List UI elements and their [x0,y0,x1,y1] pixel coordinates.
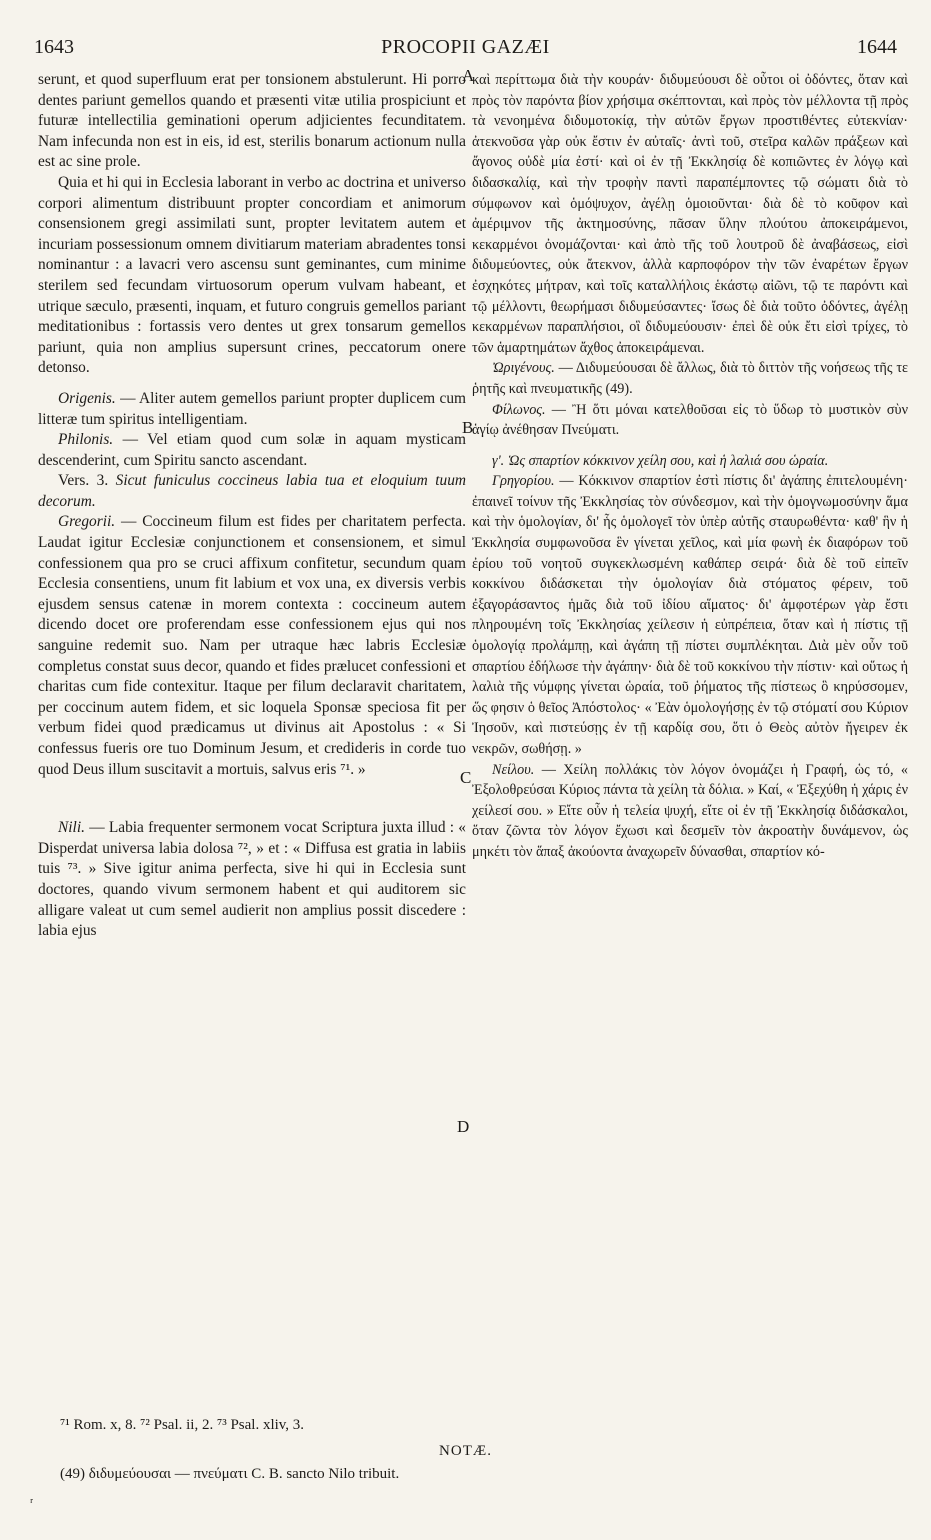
footnotes: ⁷¹ Rom. x, 8. ⁷² Psal. ii, 2. ⁷³ Psal. xliv, 3. [60,1417,305,1433]
page-number-left: 1643 [34,36,74,58]
greek-philonis-label: Φίλωνος. [492,401,546,418]
greek-origenis-text: — Διδυμεύουσαι δὲ ἄλλως, διὰ τὸ διττὸν τῆς νοήσεως τῆς τε ῥητῆς καὶ πνευματικῆς (49). [472,360,908,397]
running-title: PROCOPII GAZÆI [381,36,550,58]
origenis-label: Origenis. [58,389,116,407]
greek-column [472,70,908,863]
origenis-text: — Aliter autem gemellos pariunt propter duplicem cum litteræ tum spiritus intelligentiam. [38,389,466,428]
latin-paragraph-1: serunt, et quod superfluum erat per tonsionem abstulerunt. Hi porro dentes pariunt gemellos quando et præsenti vitæ utilia prospiciunt et futuræ intellectilia geminationi operum adjicientes fecunditatem. Nam infecunda non est in eis, id est, sterilis bonarum actionum nulla est ac sine prole. [38,71,466,171]
latin-origenis [38,389,466,430]
greek-origenis [472,358,908,399]
section-mark-c: C [460,768,472,787]
latin-verse [38,471,466,512]
margin-glyph: ʳ [30,1496,34,1511]
nili-label: Nili. [58,819,85,837]
section-mark-b: B [462,418,474,437]
greek-gregorii [472,471,908,759]
greek-nili-text: — Χείλη πολλάκις τὸν λόγον ὀνομάζει ἡ Γραφή, ὡς τό, « Ἐξολοθρεύσαι Κύριος πάντα τὰ χείλη τὰ δόλια. » Καί, « Ἐξεχύθη ἡ χάρις ἐν χείλεσί σου. » Εἴτε οὖν ἡ τελεία ψυχή, εἴτε οἱ ἐν τῇ Ἐκκλησίᾳ διδάσκαλοι, ὅταν ζῶντα τὸν λόγον ἔχωσι καὶ δεσμεῖν τὸν ἀκροατὴν δυνάμενον, ὡς μηκέτι τὸν ἅπαξ ἀκούοντα ἀναχωρεῖν δύνασθαι, σπαρτίον κό- [472,761,908,860]
note-49: (49) διδυμεύουσαι — πνεύματι C. B. sancto Nilo tribuit. [60,1466,400,1482]
greek-nili [472,760,908,863]
latin-column [38,70,466,942]
verse-label: Vers. 3. [58,472,109,490]
section-mark-a: A [462,66,475,85]
philonis-label: Philonis. [58,431,114,449]
latin-nili [38,818,466,942]
running-header [34,36,897,62]
gregorii-label: Gregorii. [58,513,116,531]
greek-gregorii-label: Γρηγορίου. [492,473,555,490]
nili-text: — Labia frequenter sermonem vocat Scriptura juxta illud : « Disperdat universa labia dolosa ⁷², » et : « Diffusa est gratia in labiis tuis ⁷³. » Sive igitur anima perfecta, sive hi qui in Ecclesia sunt doctores, quando vivum sermonem habent et qui auditorem sic alligare valeat ut cum semel audierit non amplius possit discedere : labia ejus [38,819,466,940]
greek-origenis-label: Ὠριγένους. [492,360,555,377]
latin-paragraph-2: Quia et hi qui in Ecclesia laborant in verbo ac doctrina et universo corpori alimentum distribuunt propter concordiam et animorum consensionem gregi assimilati sunt, propter levitatem autem et incuriam possessionum omnem divitiarum materiam abradentes tonsi nominantur : a lavacri vero ascensu sunt geminantes, cum minime sterilem sed fecundam virtuosorum operum vulvam habeant, et utrique sæculo, præsenti, inquam, et futuro congruis gemellos pariant meditationibus : fortassis vero dentes ut grex tonsarum gemellos pariunt, quia non amplius supersunt crines, peccatorum onere detonso. [38,173,466,377]
latin-philonis [38,430,466,471]
greek-gregorii-text: — Κόκκινον σπαρτίον ἐστὶ πίστις δι' ἀγάπης ἐπιτελουμένη· ἐπαινεῖ τοίνυν τῆς Ἐκκλησίας τὸν σύνδεσμον, καὶ τὴν ὁμογνωμοσύνην ἅμα καὶ τὴν ὁμολογίαν, δι' ἧς ὁμολογεῖ τὸν ὑπὲρ αὐτῆς σταυρωθέντα· καθ' ἣν ἡ Ἐκκλησία συμφωνοῦσα ἓν γίνεται χεῖλος, καὶ μία φωνὴ ἐκ διαφόρων τοῦ ἐρίου τοῦ νοητοῦ συγκεκλωσμένη καθάπερ σειρά· διὰ δὲ τοῦ εἰπεῖν κοκκίνου διδάσκεται τὴν ὁμολογίαν διὰ στόματος φέρειν, τοῦ ἐξαγοράσαντος ἡμᾶς διὰ τοῦ ἰδίου αἵματος· δι' ἀμφοτέρων γὰρ ἔστι πληρουμένη τοῖς Ἐκκλησίας χείλεσιν ἡ εὐπρέπεια, ὅταν καὶ ἡ πίστις τῇ ὁμολογίᾳ προλάμπῃ, καὶ ἀγάπη τῇ πίστει συμπλέκηται. Διὰ μὲν οὖν τοῦ σπαρτίου ἐδήλωσε τὴν ἀγάπην· διὰ δὲ τοῦ κοκκίνου τὴν πίστιν· καὶ οὕτως ἡ λαλιὰ τῆς νύμφης γίνεται ὡραία, τοῦ ῥήματος τῆς πίστεως ὃ κηρύσσομεν, ὥς φησιν ὁ θεῖος Ἀπόστολος· « Ἐὰν ὁμολογήσῃς ἐν τῷ στόματί σου Κύριον Ἰησοῦν, καὶ πιστεύσῃς ἐν τῇ καρδίᾳ σου, ὅτι ὁ Θεὸς αὐτὸν ἤγειρεν ἐκ νεκρῶν, σωθήσῃ. » [472,473,908,757]
greek-philonis-text: — Ἢ ὅτι μόναι κατελθοῦσαι εἰς τὸ ὕδωρ τὸ μυστικὸν σὺν ἁγίῳ ἀνέθησαν Πνεύματι. [472,401,908,439]
greek-paragraph-1: καὶ περίττωμα διὰ τὴν κουράν· διδυμεύουσι δὲ οὗτοι οἱ ὀδόντες, ὅταν καὶ πρὸς τὸν παρόντα βίον χρήσιμα σκέπτονται, καὶ πρὸς τὸν μέλλοντα τῇ πρὸς τὰ νενοημένα διδυμοτοκίᾳ, τὴν αὐτῶν ἔργων προστιθέντες εὐτεκνίαν· ἀτεκνοῦσα γὰρ οὐκ ἔστιν ἐν αὐταῖς· ἀντὶ τοῦ, στεῖρα καλῶν πράξεων καὶ ἄγονος οὐδὲ μία ἐστί· καὶ οἱ ἐν τῇ Ἐκκλησίᾳ δὲ κοπιῶντες ἐν λόγῳ καὶ διδασκαλίᾳ, καὶ τὴν τροφὴν παντὶ παραπέμποντες τῷ σώματι διὰ τὸ σύμφωνον καὶ ὁμόψυχον, ἀγέλῃ ὁμοιοῦνται· διὰ δὲ τὸ κοῦφον καὶ ἀμέριμνον τῆς ἀκτημοσύνης, πᾶσαν ὕλην πλούτου ἀποκειράμενοι, κεκαρμένοι ὀνομάζονται· καὶ ἀπὸ τῆς τοῦ λουτροῦ δὲ ἀναβάσεως, εἰσὶ διδυμεύοντες, οὐκ ἄτεκνον, ἀλλὰ καρποφόρον τὴν τῶν ἐναρέτων ἔργων ἐσχηκότες μήτραν, καὶ τοῖς καταλλήλοις ἑκάστῳ αἰῶνι, τῷ τε παρόντι καὶ τῷ μέλλοντι, θεωρήμασι διδυμεύσαντες· ἴσως δὲ διὰ τοῦτο ὀδόντες, ἀγέλῃ κεκαρμένων παραπλήσιοι, οἳ διδυμεύουσιν· ἐπεὶ δὲ οὐκ ἔτι εἰσὶ τρίχες, τὸ τῶν ἁμαρτημάτων ἄχθος ἀποκειράμεναι. [472,72,908,356]
section-mark-d: D [457,1117,470,1136]
greek-nili-label: Νείλου. [492,761,535,778]
greek-philonis [472,400,908,441]
page-number-right: 1644 [857,36,897,58]
philonis-text: — Vel etiam quod cum solæ in aquam mysticam descenderint, cum Spiritu sancto ascendant. [38,431,466,469]
notae-heading: NOTÆ. [439,1443,492,1459]
verse-text: Sicut funiculus coccineus labia tua et eloquium tuum decorum. [38,472,467,510]
latin-gregorii [38,512,466,780]
gregorii-text: — Coccineum filum est fides per charitatem perfecta. Laudat igitur Ecclesiæ conjunctionem et consensionem, et simul confessionem qua pro se cruci affixum confitetur, secundum quam Ecclesia consentiens, unum fit labium et vox una, ex diversis verbis ejusdem sensus catenæ in morem contexta : coccineum autem dicendo docet ore proferendam esse confessionem ejus qui nos sanguine redemit suo. Nam per utraque hæc labris Ecclesiæ completus constat suus decor, quando et fides prælucet confessioni et charitas cum fide contexitur. Itaque per filum declaravit charitatem, per coccinum autem fidem, et sic loquela Sponsæ speciosa fit per verbum fidei quod prædicamus ut divinus ait Apostolus : « Si confessus fueris ore tuo Dominum Jesum, et credideris in corde tuo quod Deus illum suscitavit a mortuis, salvus eris ⁷¹. » [38,513,466,778]
greek-verse: γ'. Ὡς σπαρτίον κόκκινον χείλη σου, καὶ ἡ λαλιά σου ὡραία. [492,452,829,469]
